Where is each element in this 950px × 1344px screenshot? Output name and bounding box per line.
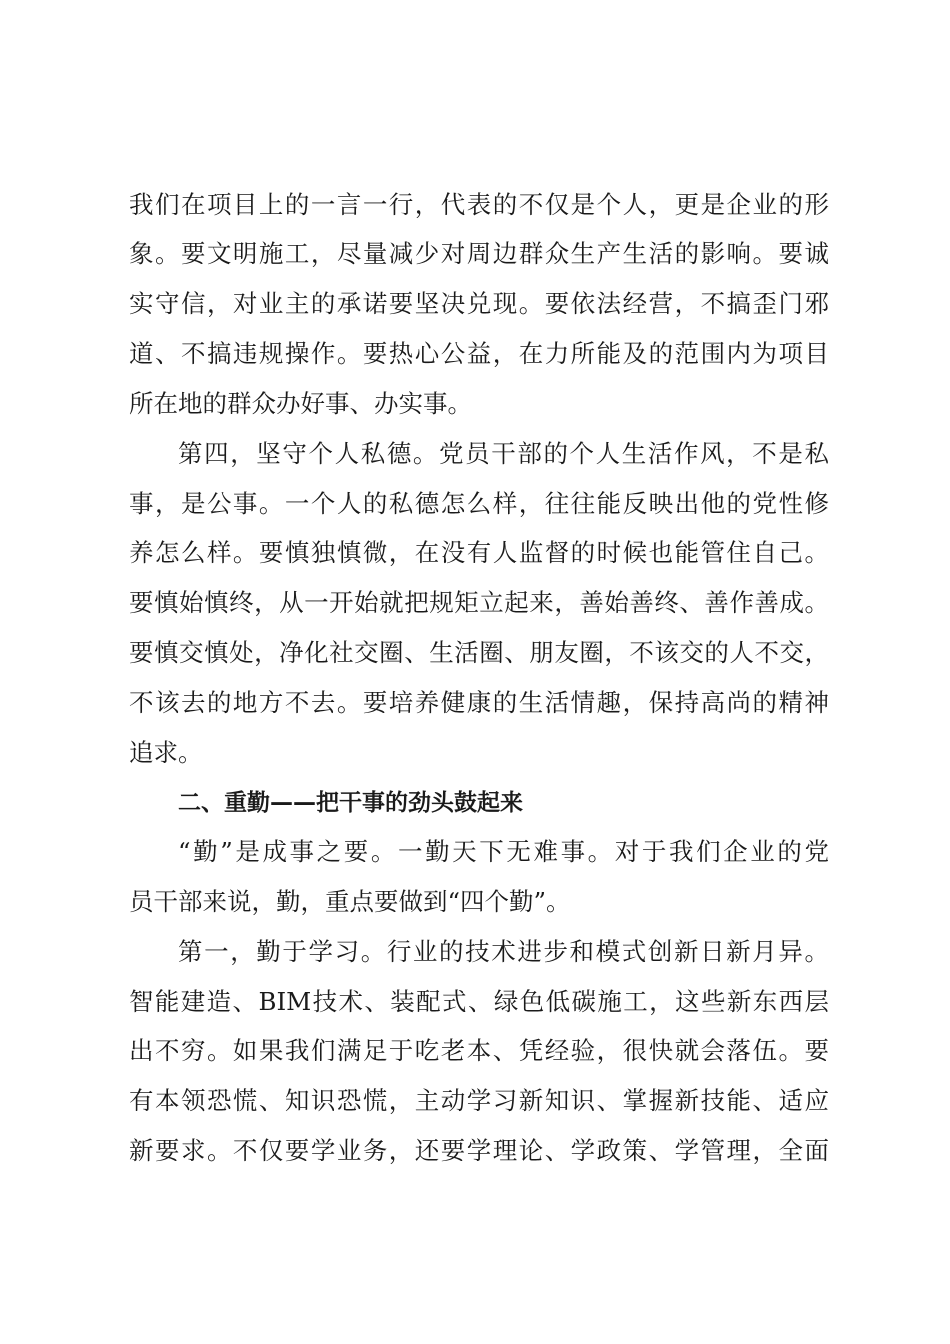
paragraph-line: 新要求。不仅要学业务，还要学理论、学政策、学管理，全面 xyxy=(129,1136,829,1165)
paragraph-line: 出不穷。如果我们满足于吃老本、凭经验，很快就会落伍。要 xyxy=(129,1036,829,1065)
paragraph-line: 有本领恐慌、知识恐慌，主动学习新知识、掌握新技能、适应 xyxy=(129,1086,829,1115)
paragraph-line: 象。要文明施工，尽量减少对周边群众生产生活的影响。要诚 xyxy=(129,239,829,268)
paragraph-line: 实守信，对业主的承诺要坚决兑现。要依法经营，不搞歪门邪 xyxy=(129,289,829,318)
paragraph-line: 事，是公事。一个人的私德怎么样，往往能反映出他的党性修 xyxy=(129,489,829,518)
paragraph-line: 道、不搞违规操作。要热心公益，在力所能及的范围内为项目 xyxy=(129,339,829,368)
paragraph-line: 要慎始慎终，从一开始就把规矩立起来，善始善终、善作善成。 xyxy=(129,588,829,617)
paragraph-line: 我们在项目上的一言一行，代表的不仅是个人，更是企业的形 xyxy=(129,190,829,219)
paragraph-line: 智能建造、BIM技术、装配式、绿色低碳施工，这些新东西层 xyxy=(129,987,830,1016)
paragraph-line: 员干部来说，勤，重点要做到“四个勤”。 xyxy=(129,887,571,916)
paragraph-line: “勤”是成事之要。一勤天下无难事。对于我们企业的党 xyxy=(178,837,829,866)
section-heading: 二、重勤——把干事的劲头鼓起来 xyxy=(178,790,523,816)
paragraph-line: 第四，坚守个人私德。党员干部的个人生活作风，不是私 xyxy=(178,439,829,468)
paragraph-line: 所在地的群众办好事、办实事。 xyxy=(129,389,472,418)
paragraph-line: 要慎交慎处，净化社交圈、生活圈、朋友圈，不该交的人不交， xyxy=(129,638,829,667)
paragraph-line: 不该去的地方不去。要培养健康的生活情趣，保持高尚的精神 xyxy=(129,688,829,717)
paragraph-line: 第一，勤于学习。行业的技术进步和模式创新日新月异。 xyxy=(178,937,829,966)
paragraph-line: 追求。 xyxy=(129,738,203,767)
paragraph-line: 养怎么样。要慎独慎微，在没有人监督的时候也能管住自己。 xyxy=(129,538,829,567)
